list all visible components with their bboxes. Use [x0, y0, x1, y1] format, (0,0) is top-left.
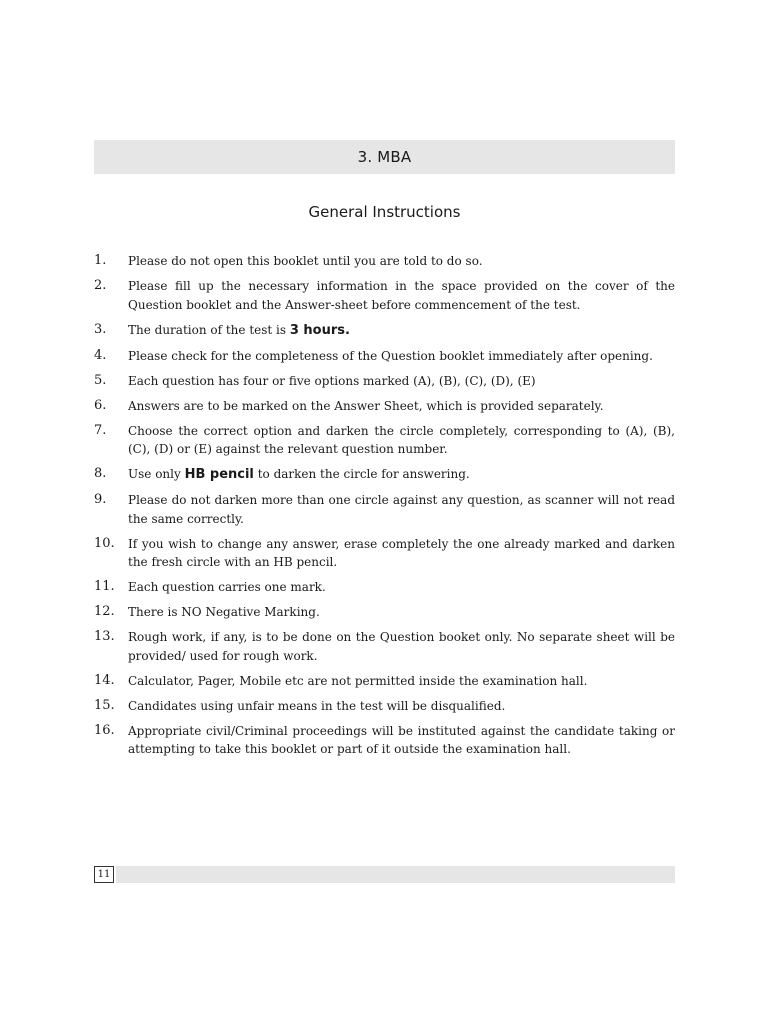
item-number: 9. — [94, 492, 107, 507]
item-text: Please fill up the necessary information in the space provided on the cover of the Question booklet and the Answer-sheet before commencement of the test. — [128, 279, 675, 312]
item-number: 5. — [94, 372, 107, 388]
item-number: 4. — [94, 347, 107, 363]
item-number: 8. — [94, 466, 107, 481]
page-number: 11 — [94, 866, 114, 883]
instruction-item — [94, 628, 675, 665]
instruction-item — [94, 491, 675, 528]
instruction-item — [94, 672, 675, 691]
item-text-pre: The duration of the test is — [128, 322, 290, 337]
section-header — [94, 140, 675, 174]
item-number: 6. — [94, 397, 107, 413]
item-text: Please do not open this booklet until you are told to do so. — [128, 254, 483, 268]
section-title: 3. MBA — [357, 148, 412, 166]
instructions-list — [94, 252, 675, 765]
item-number: 15. — [94, 697, 115, 713]
item-text-pre: Use only — [128, 467, 185, 481]
item-number: 14. — [94, 672, 115, 688]
item-text-bold: HB pencil — [184, 467, 254, 482]
item-text: Please check for the completeness of the Question booklet immediately after opening. — [128, 348, 653, 363]
item-number: 13. — [94, 629, 115, 644]
item-text-bold: 3 hours. — [289, 322, 350, 338]
item-number: 2. — [94, 278, 107, 293]
item-number: 11. — [94, 579, 115, 594]
item-text: Rough work, if any, is to be done on the Question booket only. No separate sheet will be provided/ used for rough work. — [128, 630, 675, 663]
instruction-item — [94, 578, 675, 597]
instruction-item — [94, 603, 675, 622]
item-text-post: to darken the circle for answering. — [253, 467, 470, 481]
instruction-item — [94, 465, 675, 485]
instruction-item — [94, 347, 675, 366]
instruction-item — [94, 722, 675, 759]
item-number: 12. — [94, 604, 115, 619]
instruction-item — [94, 277, 675, 314]
item-text: Candidates using unfair means in the test will be disqualified. — [128, 698, 506, 713]
item-text: Each question has four or five options marked (A), (B), (C), (D), (E) — [128, 373, 536, 388]
item-text: Answers are to be marked on the Answer Sheet, which is provided separately. — [128, 398, 604, 413]
instructions-title: General Instructions — [308, 203, 461, 221]
item-text: Please do not darken more than one circle against any question, as scanner will not read the same correctly. — [128, 493, 675, 526]
item-number: 10. — [94, 535, 115, 551]
instruction-item — [94, 697, 675, 716]
instruction-item — [94, 422, 675, 459]
item-text: There is NO Negative Marking. — [128, 605, 320, 619]
item-text: If you wish to change any answer, erase completely the one already marked and darken the fresh circle with an HB pencil. — [128, 536, 675, 569]
instruction-item — [94, 321, 675, 341]
item-number: 3. — [94, 321, 107, 337]
item-number: 16. — [94, 722, 115, 738]
item-text: Calculator, Pager, Mobile etc are not permitted inside the examination hall. — [128, 673, 588, 688]
item-number: 7. — [94, 422, 107, 438]
instruction-item — [94, 535, 675, 572]
instruction-item — [94, 252, 675, 271]
item-text: Each question carries one mark. — [128, 580, 326, 594]
instruction-item — [94, 397, 675, 416]
footer-band — [116, 866, 675, 883]
instruction-item — [94, 372, 675, 391]
item-number: 1. — [94, 253, 107, 268]
item-text: Choose the correct option and darken the circle completely, corresponding to (A), (B), (C), (D) or (E) against the relevant question number. — [128, 423, 675, 456]
item-text: Appropriate civil/Criminal proceedings will be instituted against the candidate taking or attempting to take this booklet or part of it outside the examination hall. — [128, 723, 675, 756]
